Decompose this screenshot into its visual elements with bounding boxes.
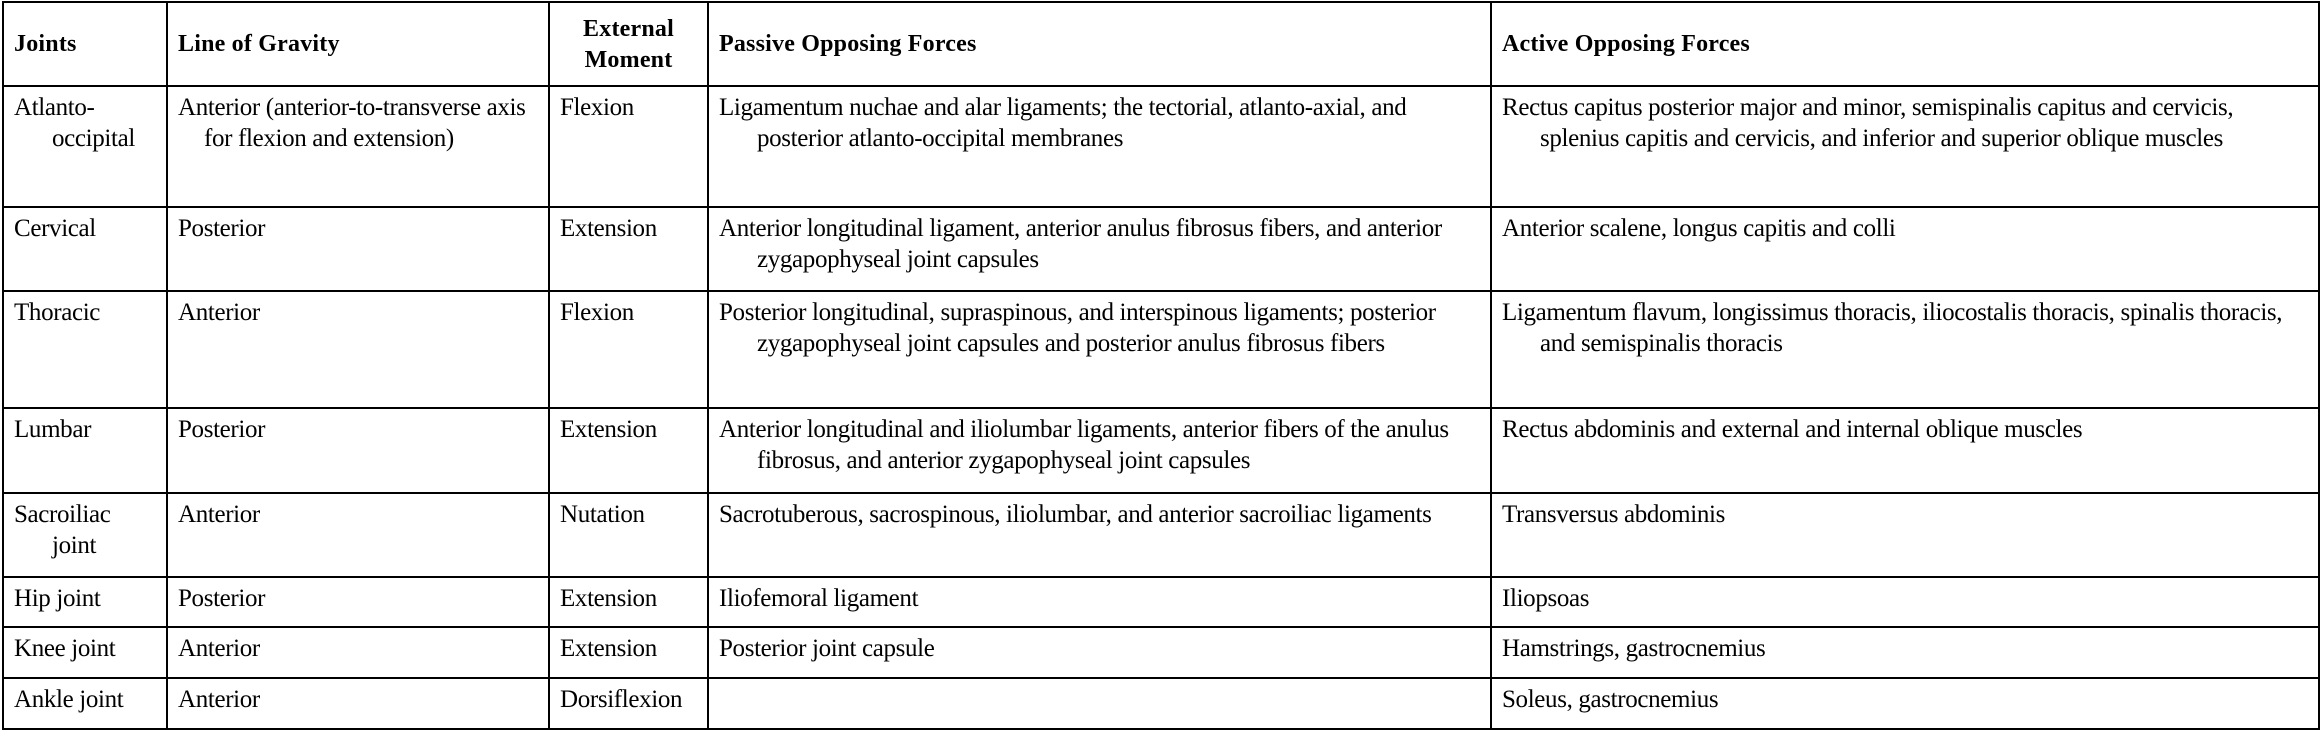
cell-gravity: Posterior — [167, 577, 549, 627]
cell-joint: Thoracic — [3, 291, 167, 409]
cell-moment: Flexion — [549, 86, 708, 207]
cell-gravity: Anterior (anterior-to-transverse axis for flexion and extension) — [167, 86, 549, 207]
cell-gravity: Anterior — [167, 291, 549, 409]
cell-moment: Extension — [549, 408, 708, 493]
cell-active: Rectus abdominis and external and internal oblique muscles — [1491, 408, 2319, 493]
cell-moment: Nutation — [549, 493, 708, 577]
table-row-ankle — [3, 678, 2319, 729]
cell-gravity: Posterior — [167, 207, 549, 291]
cell-moment: Dorsiflexion — [549, 678, 708, 729]
table-row-thoracic — [3, 291, 2319, 409]
cell-moment: Extension — [549, 577, 708, 627]
cell-passive: Sacrotuberous, sacrospinous, iliolumbar, and anterior sacroiliac ligaments — [708, 493, 1491, 577]
cell-passive: Posterior longitudinal, supraspinous, and interspinous ligaments; posterior zygapophyseal joint capsules and posterior anulus fibrosus fibers — [708, 291, 1491, 409]
cell-gravity: Anterior — [167, 678, 549, 729]
cell-gravity: Posterior — [167, 408, 549, 493]
cell-joint: Knee joint — [3, 627, 167, 677]
header-active-opposing-forces: Active Opposing Forces — [1491, 2, 2319, 86]
cell-passive: Anterior longitudinal ligament, anterior anulus fibrosus fibers, and anterior zygapophyseal joint capsules — [708, 207, 1491, 291]
cell-moment: Extension — [549, 627, 708, 677]
cell-joint: Sacroiliac joint — [3, 493, 167, 577]
cell-joint: Hip joint — [3, 577, 167, 627]
table-row-knee — [3, 627, 2319, 677]
cell-active: Hamstrings, gastrocnemius — [1491, 627, 2319, 677]
table-header-row — [3, 2, 2319, 86]
cell-gravity: Anterior — [167, 493, 549, 577]
cell-joint: Ankle joint — [3, 678, 167, 729]
cell-active: Rectus capitus posterior major and minor, semispinalis capitus and cervicis, splenius capitis and cervicis, and inferior and superior oblique muscles — [1491, 86, 2319, 207]
table-row-cervical — [3, 207, 2319, 291]
header-joints: Joints — [3, 2, 167, 86]
cell-joint: Lumbar — [3, 408, 167, 493]
table-row-lumbar — [3, 408, 2319, 493]
gravity-moments-table — [2, 1, 2320, 730]
cell-passive: Iliofemoral ligament — [708, 577, 1491, 627]
cell-passive: Ligamentum nuchae and alar ligaments; the tectorial, atlanto-axial, and posterior atlanto-occipital membranes — [708, 86, 1491, 207]
table-row-atlanto-occipital — [3, 86, 2319, 207]
cell-passive: Anterior longitudinal and iliolumbar ligaments, anterior fibers of the anulus fibrosus, and anterior zygapophyseal joint capsules — [708, 408, 1491, 493]
cell-joint: Cervical — [3, 207, 167, 291]
cell-active: Ligamentum flavum, longissimus thoracis, iliocostalis thoracis, spinalis thoracis, and semispinalis thoracis — [1491, 291, 2319, 409]
cell-gravity: Anterior — [167, 627, 549, 677]
cell-active: Transversus abdominis — [1491, 493, 2319, 577]
cell-moment: Extension — [549, 207, 708, 291]
header-passive-opposing-forces: Passive Opposing Forces — [708, 2, 1491, 86]
cell-moment: Flexion — [549, 291, 708, 409]
cell-active: Iliopsoas — [1491, 577, 2319, 627]
header-line-of-gravity: Line of Gravity — [167, 2, 549, 86]
cell-passive: Posterior joint capsule — [708, 627, 1491, 677]
header-external-moment — [549, 2, 708, 86]
cell-joint: Atlanto-occipital — [3, 86, 167, 207]
header-external-moment-line1: External — [583, 15, 674, 42]
header-external-moment-line2: Moment — [584, 46, 673, 73]
cell-passive — [708, 678, 1491, 729]
table-row-hip — [3, 577, 2319, 627]
cell-active: Anterior scalene, longus capitis and colli — [1491, 207, 2319, 291]
cell-active: Soleus, gastrocnemius — [1491, 678, 2319, 729]
table-row-sacroiliac — [3, 493, 2319, 577]
